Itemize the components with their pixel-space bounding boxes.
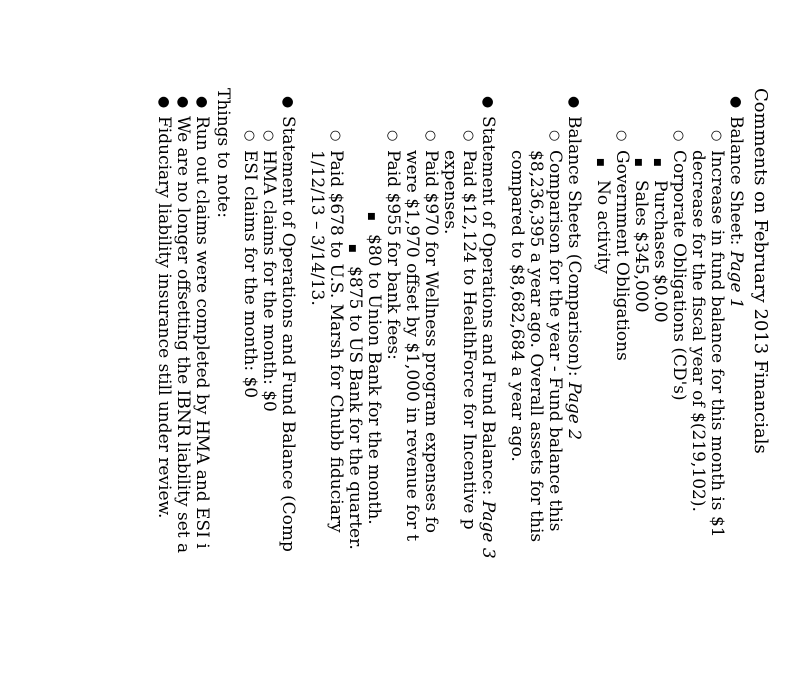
- list-item: [364, 88, 383, 688]
- operations-section: [478, 88, 497, 688]
- bank-fees-text: Paid $955 for bank fees:: [383, 150, 403, 360]
- bullet-icon: ●: [728, 96, 744, 109]
- us-bank-text: $875 to US Bank for the quarter.: [345, 266, 365, 550]
- healthforce-line-2: expenses.: [440, 150, 460, 235]
- purchases-text: Purchases $0.00: [650, 180, 670, 323]
- fund-balance-line-1: Increase in fund balance for this month is $1: [707, 150, 727, 538]
- list-item: [507, 88, 564, 688]
- list-item: [307, 88, 345, 688]
- healthforce-line-1: Paid $12,124 to HealthForce for Incentive p: [459, 150, 479, 530]
- corporate-obligations: Corporate Obligations (CD's): [669, 150, 689, 401]
- note-item: [192, 88, 211, 688]
- fund-balance-line-2: decrease for the fiscal year of $(219,102).: [688, 150, 708, 512]
- list-item: [669, 88, 688, 688]
- comparison-line-1: Comparison for the year - Fund balance this: [545, 150, 565, 532]
- marsh-line-1: Paid $678 to U.S. Marsh for Chubb fiduciary: [326, 150, 346, 533]
- square-bullet-icon: ■: [652, 158, 662, 167]
- comparison-line-3: compared to $8,682,684 a year ago.: [507, 150, 527, 462]
- note-text: Run out claims were completed by HMA and ESI i: [192, 116, 212, 549]
- note-text: Fiduciary liability insurance still under review.: [154, 116, 174, 519]
- operations-page: Page 3: [478, 500, 498, 559]
- list-item: [440, 88, 478, 688]
- circle-bullet-icon: ○: [328, 130, 343, 142]
- balance-sheet-heading: Balance Sheet:: [726, 116, 746, 251]
- list-item: [259, 88, 278, 688]
- wellness-line-1: Paid $970 for Wellness program expenses fo: [421, 150, 441, 534]
- circle-bullet-icon: ○: [461, 130, 476, 142]
- document-title: Comments on February 2013 Financials: [750, 88, 771, 454]
- balance-sheet-section: [726, 88, 745, 688]
- list-item: [402, 88, 440, 688]
- comparison-line-2: $8,236,395 a year ago. Overall assets for this: [526, 150, 546, 543]
- fund-comparison-section: [278, 88, 297, 688]
- spacer: [297, 88, 307, 688]
- comparison-heading: Balance Sheets (Comparison):: [564, 116, 584, 383]
- list-item: [383, 88, 402, 688]
- bullet-icon: ●: [480, 96, 496, 109]
- marsh-line-2: 1/12/13 – 3/14/13.: [307, 150, 327, 306]
- bullet-icon: ●: [566, 96, 582, 109]
- square-bullet-icon: ■: [633, 158, 643, 167]
- circle-bullet-icon: ○: [547, 130, 562, 142]
- fund-comparison-heading: Statement of Operations and Fund Balance (Comp: [278, 116, 298, 552]
- circle-bullet-icon: ○: [242, 130, 257, 142]
- square-bullet-icon: ■: [595, 158, 605, 167]
- circle-bullet-icon: ○: [261, 130, 276, 142]
- circle-bullet-icon: ○: [709, 130, 724, 142]
- circle-bullet-icon: ○: [671, 130, 686, 142]
- square-bullet-icon: ■: [347, 244, 357, 253]
- notes-heading: Things to note:: [213, 88, 233, 218]
- comparison-section: [564, 88, 583, 688]
- operations-heading: Statement of Operations and Fund Balance:: [478, 116, 498, 501]
- spacer: [497, 88, 507, 688]
- no-activity-text: No activity: [593, 180, 613, 274]
- spacer: [583, 88, 593, 688]
- balance-sheet-page: Page 1: [726, 250, 746, 309]
- list-item: [650, 88, 669, 688]
- outline-list: [240, 88, 745, 688]
- esi-claims-text: ESI claims for the month: $0: [240, 150, 260, 399]
- note-item: [154, 88, 173, 688]
- notes-list: [154, 88, 211, 688]
- list-item: [345, 88, 364, 688]
- list-item: [688, 88, 726, 688]
- circle-bullet-icon: ○: [614, 130, 629, 142]
- bullet-icon: ●: [194, 96, 210, 109]
- government-obligations: Government Obligations: [612, 150, 632, 361]
- circle-bullet-icon: ○: [385, 130, 400, 142]
- list-item: [240, 88, 259, 688]
- wellness-line-2: were $1,970 offset by $1,000 in revenue for t: [402, 150, 422, 542]
- bullet-icon: ●: [156, 96, 172, 109]
- note-text: We are no longer offsetting the IBNR liability set a: [173, 116, 193, 554]
- sales-text: Sales $345,000: [631, 180, 651, 313]
- union-bank-text: $80 to Union Bank for the month.: [364, 234, 384, 525]
- bullet-icon: ●: [280, 96, 296, 109]
- circle-bullet-icon: ○: [423, 130, 438, 142]
- bullet-icon: ●: [175, 96, 191, 109]
- list-item: [631, 88, 650, 688]
- list-item: [593, 88, 612, 688]
- square-bullet-icon: ■: [366, 212, 376, 221]
- document-page: [10, 88, 770, 688]
- note-item: [173, 88, 192, 688]
- comparison-page: Page 2: [564, 382, 584, 441]
- hma-claims-text: HMA claims for the month: $0: [259, 150, 279, 412]
- list-item: [612, 88, 631, 688]
